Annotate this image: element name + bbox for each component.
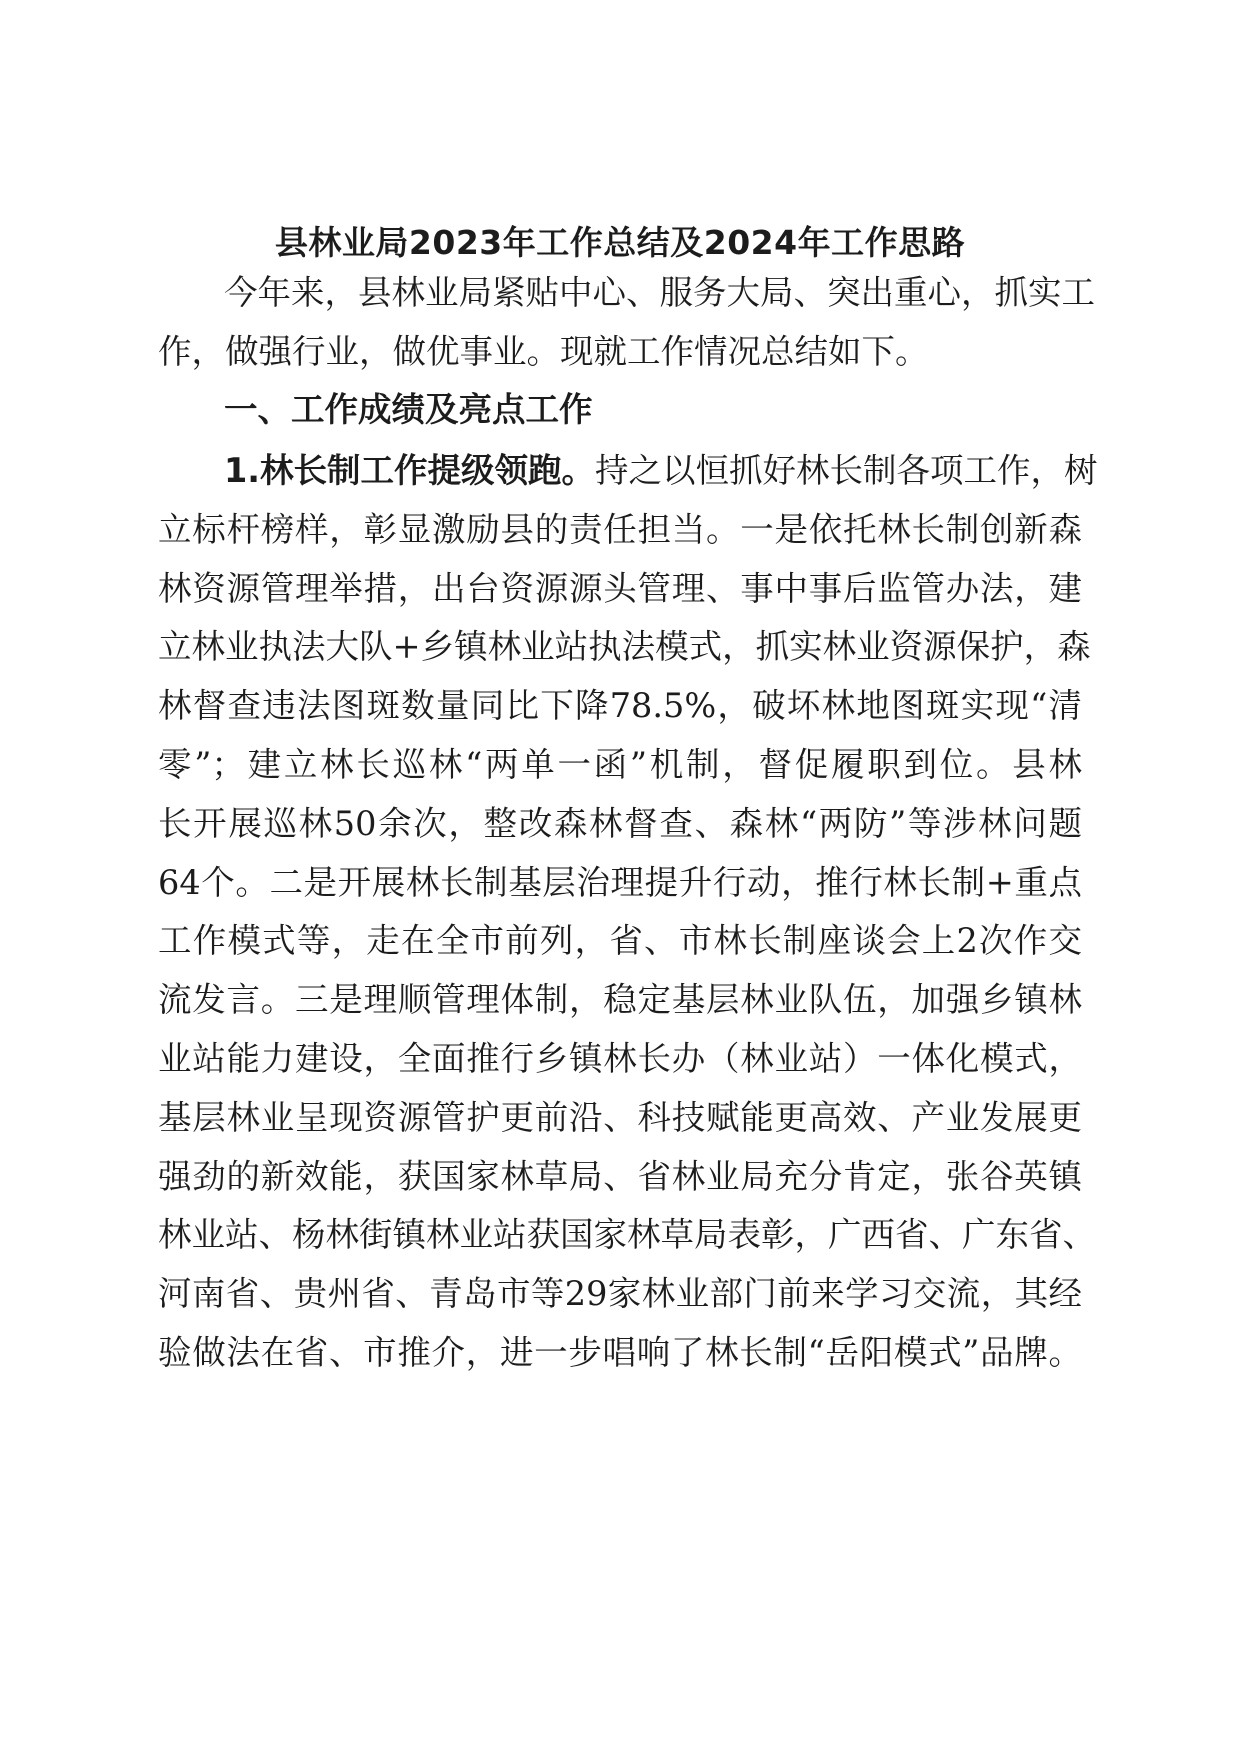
- item1-line: 业站能力建设，全面推行乡镇林长办（林业站）一体化模式，: [158, 1039, 1082, 1078]
- item1-line: 流发言。三是理顺管理体制，稳定基层林业队伍，加强乡镇林: [158, 980, 1082, 1019]
- document-title: 县林业局2023年工作总结及2024年工作思路: [274, 223, 966, 262]
- item1-line: 64个。二是开展林长制基层治理提升行动，推行林长制+重点: [158, 863, 1082, 902]
- item1-line: 工作模式等，走在全市前列，省、市林长制座谈会上2次作交: [158, 921, 1082, 960]
- intro-line-1: 今年来，县林业局紧贴中心、服务大局、突出重心，抓实工: [224, 273, 1095, 312]
- item1-lead: 1.林长制工作提级领跑。: [224, 451, 596, 490]
- section-heading: 一、工作成绩及亮点工作: [224, 390, 593, 429]
- item1-line: 长开展巡林50余次，整改森林督查、森林“两防”等涉林问题: [158, 804, 1082, 843]
- item1-line: 河南省、贵州省、青岛市等29家林业部门前来学习交流，其经: [158, 1274, 1082, 1313]
- item1-first-line: [224, 446, 1098, 496]
- item1-line: 零”；建立林长巡林“两单一函”机制，督促履职到位。县林: [158, 745, 1082, 784]
- item1-line: 基层林业呈现资源管护更前沿、科技赋能更高效、产业发展更: [158, 1098, 1082, 1137]
- item1-line: 强劲的新效能，获国家林草局、省林业局充分肯定，张谷英镇: [158, 1157, 1082, 1196]
- item1-line: 林资源管理举措，出台资源源头管理、事中事后监管办法，建: [158, 569, 1082, 608]
- item1-first-line-rest: 持之以恒抓好林长制各项工作，树: [595, 451, 1098, 490]
- item1-line: 验做法在省、市推介，进一步唱响了林长制“岳阳模式”品牌。: [158, 1333, 1082, 1372]
- intro-line-2: 作，做强行业，做优事业。现就工作情况总结如下。: [158, 332, 929, 371]
- item1-line: 立标杆榜样，彰显激励县的责任担当。一是依托林长制创新森: [158, 510, 1082, 549]
- item1-line: 立林业执法大队+乡镇林业站执法模式，抓实林业资源保护，森: [158, 627, 1091, 666]
- item1-line: 林督查违法图斑数量同比下降78.5%，破坏林地图斑实现“清: [158, 686, 1082, 725]
- item1-line: 林业站、杨林街镇林业站获国家林草局表彰，广西省、广东省、: [158, 1215, 1096, 1254]
